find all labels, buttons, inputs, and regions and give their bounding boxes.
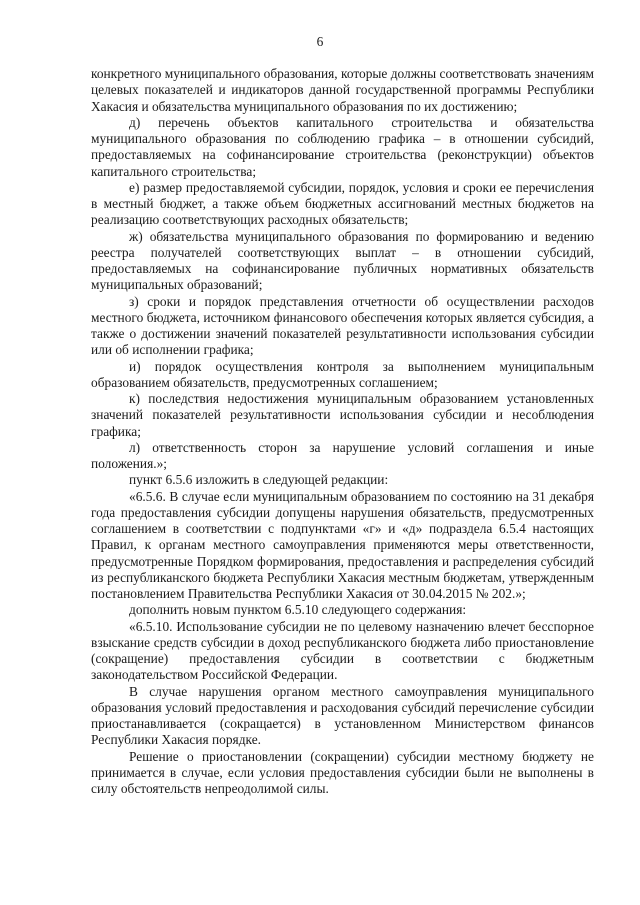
paragraph-item-k: к) последствия недостижения муниципальным образованием установленных значений показателей результативности использования субсидии и несоблюдения графика; — [91, 391, 594, 439]
paragraph-item-e: е) размер предоставляемой субсидии, порядок, условия и сроки ее перечисления в местный бюджет, а также объем бюджетных ассигнований местных бюджетов на реализацию соответствующих расходных обязательств; — [91, 179, 594, 228]
document-body — [91, 66, 594, 797]
paragraph-instruction-6510: дополнить новым пунктом 6.5.10 следующего содержания: — [129, 602, 467, 618]
paragraph-item-d: д) перечень объектов капитального строительства и обязательства муниципального образования по соблюдению графика – в отношении субсидий, предоставляемых на софинансирование строительства (реконструкции) объектов капитального строительства; — [91, 114, 594, 179]
paragraph-violation: В случае нарушения органом местного самоуправления муниципального образования условий предоставления и расходования субсидий перечисление субсидии приостанавливается (сокращается) в установленном Министерством финансов Республики Хакасия порядке. — [91, 683, 594, 748]
paragraph-item-zh: ж) обязательства муниципального образования по формированию и ведению реестра получателей соответствующих выплат – в отношении субсидий, предоставляемых на софинансирование публичных нормативных обязательств муниципальных образований; — [91, 228, 594, 293]
paragraph-force-majeure: Решение о приостановлении (сокращении) субсидии местному бюджету не принимается в случае, если условия предоставления субсидии были не выполнены в силу обстоятельств непреодолимой силы. — [91, 748, 594, 796]
paragraph-clause-656: «6.5.6. В случае если муниципальным образованием по состоянию на 31 декабря года предоставления субсидии допущены нарушения обязательств, предусмотренных соглашением в соответствии с подпунктами «г» и «д» подраздела 6.5.4 настоящих Правил, к органам местного самоуправления применяются меры ответственности, предусмотренные Порядком формирования, предоставления и распределения субсидий из республиканского бюджета Республики Хакасия местным бюджетам, утвержденным постановлением Правительства Республики Хакасия от 30.04.2015 № 202.»; — [91, 488, 594, 601]
paragraph-item-z: з) сроки и порядок представления отчетности об осуществлении расходов местного бюджета, источником финансового обеспечения которых является субсидия, а также о достижении значений показателей результативности использования субсидии или об исполнении графика; — [91, 293, 594, 358]
paragraph-instruction-656: пункт 6.5.6 изложить в следующей редакции: — [129, 472, 389, 488]
paragraph-item-l: л) ответственность сторон за нарушение условий соглашения и иные положения.»; — [91, 439, 594, 471]
paragraph-clause-6510: «6.5.10. Использование субсидии не по целевому назначению влечет бесспорное взыскание средств субсидии в доход республиканского бюджета либо приостановление (сокращение) предоставления субсидии в соответствии с бюджетным законодательством Российской Федерации. — [91, 618, 594, 683]
paragraph-continuation: конкретного муниципального образования, которые должны соответствовать значениям целевых показателей и индикаторов данной государственной программы Республики Хакасия и обязательства муниципального образования по их достижению; — [91, 66, 594, 114]
paragraph-item-i: и) порядок осуществления контроля за выполнением муниципальным образованием обязательств, предусмотренных соглашением; — [91, 358, 594, 390]
page-number: 6 — [316, 34, 324, 49]
